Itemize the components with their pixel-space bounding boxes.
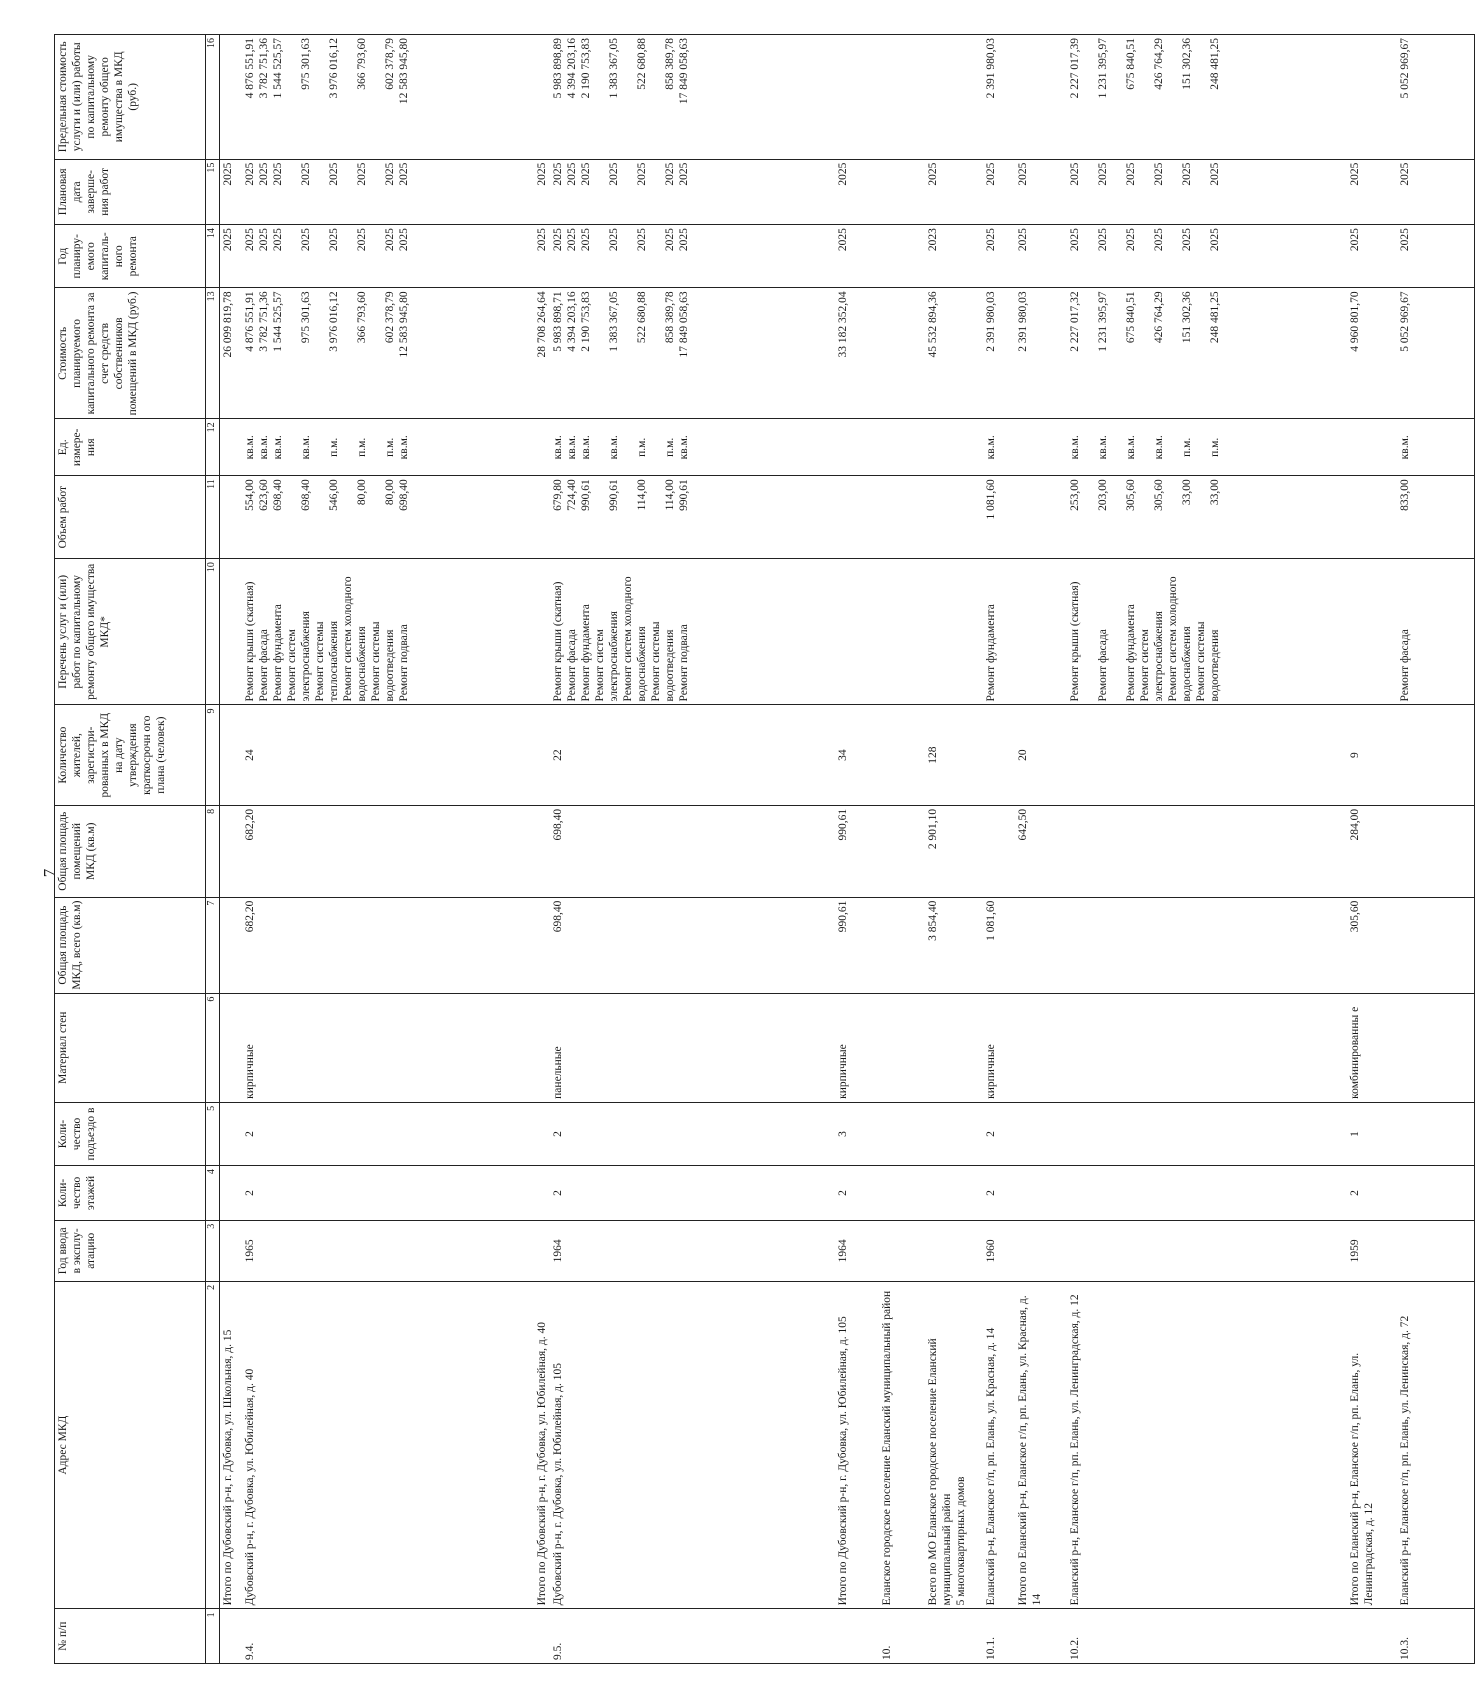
cell-col-1: 10. xyxy=(879,1609,925,1664)
cell-col-12 xyxy=(879,419,925,476)
column-number-row xyxy=(206,35,220,1664)
cell-col-11: 253,00 203,00 305,60 305,60 33,00 33,00 xyxy=(1067,476,1347,559)
cell-col-1 xyxy=(1347,1609,1397,1664)
cell-col-9: 20 xyxy=(1015,705,1067,805)
cell-col-14: 2025 2025 2025 2025 2025 2025 xyxy=(1067,225,1347,288)
cell-col-16 xyxy=(1015,35,1067,160)
cell-col-11: 679,80 724,40 990,61 990,61 114,00 114,00 990,61 xyxy=(550,476,835,559)
cell-col-15: 2025 xyxy=(925,159,983,225)
cell-col-8 xyxy=(534,805,550,897)
cell-col-4 xyxy=(534,1166,550,1221)
cell-col-7: 1 081,60 xyxy=(983,897,1015,993)
cell-col-3 xyxy=(1067,1220,1347,1281)
cell-col-15: 2025 2025 2025 2025 2025 2025 2025 2025 xyxy=(242,159,534,225)
cell-col-3: 1964 xyxy=(550,1220,835,1281)
column-number-13: 13 xyxy=(206,288,220,419)
column-header-1: № п/п xyxy=(55,1609,206,1664)
column-number-6: 6 xyxy=(206,993,220,1102)
cell-col-6 xyxy=(879,993,925,1102)
column-number-7: 7 xyxy=(206,897,220,993)
cell-col-3: 1959 xyxy=(1347,1220,1397,1281)
cell-col-1: 10.3. xyxy=(1397,1609,1475,1664)
cell-col-10: Ремонт крыши (скатная) Ремонт фасада Ремонт фундамента Ремонт систем электроснабжения Ремонт системы теплоснабжения Ремонт систем холодного водоснабжения Ремонт системы водоотведения Ремонт подвала xyxy=(242,559,534,705)
table-row xyxy=(835,35,879,1664)
cell-col-1 xyxy=(925,1609,983,1664)
cell-col-14: 2025 xyxy=(1015,225,1067,288)
cell-col-10 xyxy=(220,559,242,705)
table-header-row xyxy=(55,35,206,1664)
column-header-4: Коли-чество этажей xyxy=(55,1166,206,1221)
cell-col-8: 990,61 xyxy=(835,805,879,897)
cell-col-7 xyxy=(1397,897,1475,993)
cell-col-4: 2 xyxy=(983,1166,1015,1221)
page-number: 7 xyxy=(40,868,59,878)
cell-col-7 xyxy=(1015,897,1067,993)
cell-col-16 xyxy=(925,35,983,160)
cell-col-10 xyxy=(925,559,983,705)
cell-col-4: 2 xyxy=(550,1166,835,1221)
cell-col-12: кв.м. xyxy=(983,419,1015,476)
cell-col-13: 2 391 980,03 xyxy=(1015,288,1067,419)
cell-col-3 xyxy=(534,1220,550,1281)
cell-col-10: Ремонт крыши (скатная) Ремонт фасада Ремонт фундамента Ремонт систем электроснабжения Ремонт систем холодного водоснабжения Ремонт системы водоотведения xyxy=(1067,559,1347,705)
cell-col-5: 2 xyxy=(983,1102,1015,1165)
cell-col-16: 4 876 551,91 3 782 751,36 1 544 525,57 975 301,63 3 976 016,12 366 793,60 602 378,79 12 583 945,80 xyxy=(242,35,534,160)
cell-col-16 xyxy=(534,35,550,160)
cell-col-15: 2025 xyxy=(1347,159,1397,225)
cell-col-6: кирпичные xyxy=(983,993,1015,1102)
cell-col-10 xyxy=(835,559,879,705)
cell-col-14: 2025 xyxy=(835,225,879,288)
cell-col-16 xyxy=(1347,35,1397,160)
cell-col-6: комбинированны е xyxy=(1347,993,1397,1102)
cell-col-11 xyxy=(1347,476,1397,559)
cell-col-10: Ремонт крыши (скатная) Ремонт фасада Ремонт фундамента Ремонт систем электроснабжения Ремонт систем холодного водоснабжения Ремонт системы водоотведения Ремонт подвала xyxy=(550,559,835,705)
cell-col-11: 833,00 xyxy=(1397,476,1475,559)
table-row xyxy=(1397,35,1475,1664)
cell-col-13: 5 052 969,67 xyxy=(1397,288,1475,419)
cell-col-14 xyxy=(879,225,925,288)
cell-col-7: 990,61 xyxy=(835,897,879,993)
cell-col-7: 305,60 xyxy=(1347,897,1397,993)
cell-col-2: Итого по Дубовский р-н, г. Дубовка, ул. Юбилейная, д. 105 xyxy=(835,1281,879,1609)
cell-col-3: 1964 xyxy=(835,1220,879,1281)
cell-col-1 xyxy=(835,1609,879,1664)
cell-col-6 xyxy=(534,993,550,1102)
cell-col-15: 2025 xyxy=(220,159,242,225)
cell-col-3 xyxy=(220,1220,242,1281)
cell-col-15: 2025 xyxy=(835,159,879,225)
column-number-11: 11 xyxy=(206,476,220,559)
cell-col-14: 2025 xyxy=(1347,225,1397,288)
cell-col-1: 9.5. xyxy=(550,1609,835,1664)
cell-col-2: Дубовский р-н, г. Дубовка, ул. Юбилейная, д. 40 xyxy=(242,1281,534,1609)
cell-col-4 xyxy=(1397,1166,1475,1221)
cell-col-8: 284,00 xyxy=(1347,805,1397,897)
cell-col-5 xyxy=(220,1102,242,1165)
cell-col-10 xyxy=(1015,559,1067,705)
column-header-9: Количество жителей, зарегистри-рованных в МКД на дату утверждения краткосрочн ого плана (человек) xyxy=(55,705,206,805)
column-header-15: Плановая дата заверше-ния работ xyxy=(55,159,206,225)
table-row xyxy=(879,35,925,1664)
table-row xyxy=(925,35,983,1664)
cell-col-16 xyxy=(220,35,242,160)
cell-col-6 xyxy=(220,993,242,1102)
cell-col-14: 2025 xyxy=(1397,225,1475,288)
cell-col-13: 2 227 017,32 1 231 395,97 675 840,51 426 764,29 151 302,36 248 481,25 xyxy=(1067,288,1347,419)
column-header-16: Предельная стоимость услуги и (или) работы по капитальному ремонту общего имущества в МКД (руб.) xyxy=(55,35,206,160)
cell-col-8 xyxy=(220,805,242,897)
cell-col-10 xyxy=(879,559,925,705)
cell-col-9 xyxy=(1067,705,1347,805)
cell-col-5 xyxy=(1015,1102,1067,1165)
cell-col-12 xyxy=(1015,419,1067,476)
cell-col-14: 2025 2025 2025 2025 2025 2025 2025 xyxy=(550,225,835,288)
cell-col-12 xyxy=(534,419,550,476)
cell-col-5 xyxy=(534,1102,550,1165)
cell-col-11: 1 081,60 xyxy=(983,476,1015,559)
column-header-3: Год ввода в эксплу-атацию xyxy=(55,1220,206,1281)
cell-col-9: 9 xyxy=(1347,705,1397,805)
cell-col-1: 10.2. xyxy=(1067,1609,1347,1664)
cell-col-8: 682,20 xyxy=(242,805,534,897)
cell-col-9 xyxy=(1397,705,1475,805)
column-header-10: Перечень услуг и (или) работ по капитальному ремонту общего имущества МКД* xyxy=(55,559,206,705)
column-number-10: 10 xyxy=(206,559,220,705)
cell-col-13 xyxy=(879,288,925,419)
cell-col-6 xyxy=(925,993,983,1102)
cell-col-1: 10.1. xyxy=(983,1609,1015,1664)
cell-col-16: 5 052 969,67 xyxy=(1397,35,1475,160)
cell-col-9: 128 xyxy=(925,705,983,805)
table-row xyxy=(534,35,550,1664)
cell-col-8: 642,50 xyxy=(1015,805,1067,897)
cell-col-6 xyxy=(1067,993,1347,1102)
cell-col-3 xyxy=(1397,1220,1475,1281)
cell-col-14: 2023 xyxy=(925,225,983,288)
table-row xyxy=(220,35,242,1664)
cell-col-8 xyxy=(1067,805,1347,897)
cell-col-8: 2 901,10 xyxy=(925,805,983,897)
column-header-8: Общая площадь помещений МКД (кв.м) xyxy=(55,805,206,897)
cell-col-2: Итого по Еланский р-н, Еланское г/п, рп. Елань, ул. Красная, д. 14 xyxy=(1015,1281,1067,1609)
cell-col-9 xyxy=(879,705,925,805)
cell-col-5: 1 xyxy=(1347,1102,1397,1165)
cell-col-9: 24 xyxy=(242,705,534,805)
cell-col-6 xyxy=(1015,993,1067,1102)
cell-col-16 xyxy=(835,35,879,160)
column-number-1: 1 xyxy=(206,1609,220,1664)
cell-col-13: 2 391 980,03 xyxy=(983,288,1015,419)
cell-col-3 xyxy=(879,1220,925,1281)
cell-col-4 xyxy=(1015,1166,1067,1221)
column-number-8: 8 xyxy=(206,805,220,897)
cell-col-5 xyxy=(1397,1102,1475,1165)
cell-col-15: 2025 xyxy=(983,159,1015,225)
cell-col-10 xyxy=(534,559,550,705)
cell-col-13: 26 099 819,78 xyxy=(220,288,242,419)
column-number-3: 3 xyxy=(206,1220,220,1281)
cell-col-13: 5 983 898,71 4 394 203,16 2 190 753,83 1 383 367,05 522 680,88 858 389,78 17 849 058,63 xyxy=(550,288,835,419)
cell-col-15: 2025 xyxy=(534,159,550,225)
cell-col-16: 2 391 980,03 xyxy=(983,35,1015,160)
cell-col-16 xyxy=(879,35,925,160)
cell-col-2: Еланский р-н, Еланское г/п, рп. Елань, ул. Красная, д. 14 xyxy=(983,1281,1015,1609)
column-number-5: 5 xyxy=(206,1102,220,1165)
cell-col-4: 2 xyxy=(1347,1166,1397,1221)
cell-col-10: Ремонт фасада xyxy=(1397,559,1475,705)
column-number-4: 4 xyxy=(206,1166,220,1221)
cell-col-7 xyxy=(220,897,242,993)
cell-col-5: 3 xyxy=(835,1102,879,1165)
cell-col-4 xyxy=(925,1166,983,1221)
cell-col-1 xyxy=(220,1609,242,1664)
cell-col-7: 698,40 xyxy=(550,897,835,993)
cell-col-6 xyxy=(1397,993,1475,1102)
cell-col-2: Итого по Дубовский р-н, г. Дубовка, ул. Юбилейная, д. 40 xyxy=(534,1281,550,1609)
cell-col-12: кв.м. кв.м. кв.м. кв.м. п.м. п.м. п.м. кв.м. xyxy=(242,419,534,476)
column-header-14: Год планиру-емого капиталь-ного ремонта xyxy=(55,225,206,288)
cell-col-7: 682,20 xyxy=(242,897,534,993)
cell-col-6: кирпичные xyxy=(242,993,534,1102)
cell-col-6: кирпичные xyxy=(835,993,879,1102)
cell-col-15: 2025 xyxy=(1015,159,1067,225)
table-row xyxy=(983,35,1015,1664)
cell-col-16: 5 983 898,89 4 394 203,16 2 190 753,83 1 383 367,05 522 680,88 858 389,78 17 849 058,63 xyxy=(550,35,835,160)
cell-col-7 xyxy=(534,897,550,993)
cell-col-10: Ремонт фундамента xyxy=(983,559,1015,705)
column-header-2: Адрес МКД xyxy=(55,1281,206,1609)
cell-col-14: 2025 xyxy=(220,225,242,288)
cell-col-3 xyxy=(1015,1220,1067,1281)
cell-col-12 xyxy=(925,419,983,476)
cell-col-12: кв.м. xyxy=(1397,419,1475,476)
cell-col-2: Еланское городское поселение Еланский муниципальный район xyxy=(879,1281,925,1609)
cell-col-2: Дубовский р-н, г. Дубовка, ул. Юбилейная, д. 105 xyxy=(550,1281,835,1609)
cell-col-13: 45 532 894,36 xyxy=(925,288,983,419)
column-number-12: 12 xyxy=(206,419,220,476)
capital-repair-plan-table xyxy=(54,34,1475,1664)
cell-col-11 xyxy=(835,476,879,559)
column-number-15: 15 xyxy=(206,159,220,225)
cell-col-15: 2025 xyxy=(1397,159,1475,225)
cell-col-4 xyxy=(220,1166,242,1221)
cell-col-8 xyxy=(1397,805,1475,897)
cell-col-4 xyxy=(879,1166,925,1221)
cell-col-1 xyxy=(534,1609,550,1664)
cell-col-11 xyxy=(1015,476,1067,559)
cell-col-15: 2025 2025 2025 2025 2025 2025 xyxy=(1067,159,1347,225)
cell-col-9: 22 xyxy=(550,705,835,805)
cell-col-4 xyxy=(1067,1166,1347,1221)
cell-col-9 xyxy=(220,705,242,805)
cell-col-14: 2025 2025 2025 2025 2025 2025 2025 2025 xyxy=(242,225,534,288)
column-header-12: Ед. измере-ния xyxy=(55,419,206,476)
table-row xyxy=(1015,35,1067,1664)
cell-col-5 xyxy=(925,1102,983,1165)
cell-col-8 xyxy=(879,805,925,897)
cell-col-12 xyxy=(220,419,242,476)
cell-col-11 xyxy=(534,476,550,559)
cell-col-12: кв.м. кв.м. кв.м. кв.м. п.м. п.м. кв.м. xyxy=(550,419,835,476)
cell-col-1: 9.4. xyxy=(242,1609,534,1664)
cell-col-4: 2 xyxy=(835,1166,879,1221)
table-row xyxy=(242,35,534,1664)
table-row xyxy=(1067,35,1347,1664)
cell-col-1 xyxy=(1015,1609,1067,1664)
cell-col-5: 2 xyxy=(550,1102,835,1165)
column-number-16: 16 xyxy=(206,35,220,160)
cell-col-9 xyxy=(534,705,550,805)
table-row xyxy=(1347,35,1397,1664)
cell-col-12 xyxy=(1347,419,1397,476)
cell-col-14: 2025 xyxy=(534,225,550,288)
cell-col-3: 1965 xyxy=(242,1220,534,1281)
column-header-6: Материал стен xyxy=(55,993,206,1102)
column-header-13: Стоимость планируемого капитального ремонта за счет средств собственников помещений в МКД (руб.) xyxy=(55,288,206,419)
cell-col-3 xyxy=(925,1220,983,1281)
cell-col-3: 1960 xyxy=(983,1220,1015,1281)
cell-col-8 xyxy=(983,805,1015,897)
cell-col-13: 28 708 264,64 xyxy=(534,288,550,419)
cell-col-13: 4 960 801,70 xyxy=(1347,288,1397,419)
cell-col-8: 698,40 xyxy=(550,805,835,897)
cell-col-11: 554,00 623,60 698,40 698,40 546,00 80,00 80,00 698,40 xyxy=(242,476,534,559)
rotated-table-wrapper xyxy=(54,34,1411,1664)
cell-col-9: 34 xyxy=(835,705,879,805)
cell-col-5 xyxy=(879,1102,925,1165)
cell-col-13: 4 876 551,91 3 782 751,36 1 544 525,57 975 301,63 3 976 016,12 366 793,60 602 378,79 12 583 945,80 xyxy=(242,288,534,419)
column-number-14: 14 xyxy=(206,225,220,288)
cell-col-2: Еланский р-н, Еланское г/п, рп. Елань, ул. Ленинградская, д. 12 xyxy=(1067,1281,1347,1609)
cell-col-13: 33 182 352,04 xyxy=(835,288,879,419)
column-number-2: 2 xyxy=(206,1281,220,1609)
column-header-7: Общая площадь МКД, всего (кв.м) xyxy=(55,897,206,993)
table-row xyxy=(550,35,835,1664)
cell-col-7 xyxy=(1067,897,1347,993)
cell-col-6: панельные xyxy=(550,993,835,1102)
cell-col-15 xyxy=(879,159,925,225)
column-header-11: Объем работ xyxy=(55,476,206,559)
cell-col-11 xyxy=(925,476,983,559)
column-header-5: Коли-чество подъездо в xyxy=(55,1102,206,1165)
cell-col-11 xyxy=(220,476,242,559)
cell-col-4: 2 xyxy=(242,1166,534,1221)
cell-col-2: Итого по Еланский р-н, Еланское г/п, рп. Елань, ул. Ленинградская, д. 12 xyxy=(1347,1281,1397,1609)
cell-col-7: 3 854,40 xyxy=(925,897,983,993)
cell-col-7 xyxy=(879,897,925,993)
cell-col-2: Всего по МО Еланское городское поселение Еланский муниципальный район 5 многоквартирных домов xyxy=(925,1281,983,1609)
cell-col-2: Итого по Дубовский р-н, г. Дубовка, ул. Школьная, д. 15 xyxy=(220,1281,242,1609)
cell-col-2: Еланский р-н, Еланское г/п, рп. Елань, ул. Ленинская, д. 72 xyxy=(1397,1281,1475,1609)
cell-col-14: 2025 xyxy=(983,225,1015,288)
cell-col-5 xyxy=(1067,1102,1347,1165)
cell-col-11 xyxy=(879,476,925,559)
cell-col-5: 2 xyxy=(242,1102,534,1165)
cell-col-16: 2 227 017,39 1 231 395,97 675 840,51 426 764,29 151 302,36 248 481,25 xyxy=(1067,35,1347,160)
column-number-9: 9 xyxy=(206,705,220,805)
cell-col-12 xyxy=(835,419,879,476)
cell-col-9 xyxy=(983,705,1015,805)
cell-col-15: 2025 2025 2025 2025 2025 2025 2025 xyxy=(550,159,835,225)
cell-col-10 xyxy=(1347,559,1397,705)
cell-col-12: кв.м. кв.м. кв.м. кв.м. п.м. п.м. xyxy=(1067,419,1347,476)
